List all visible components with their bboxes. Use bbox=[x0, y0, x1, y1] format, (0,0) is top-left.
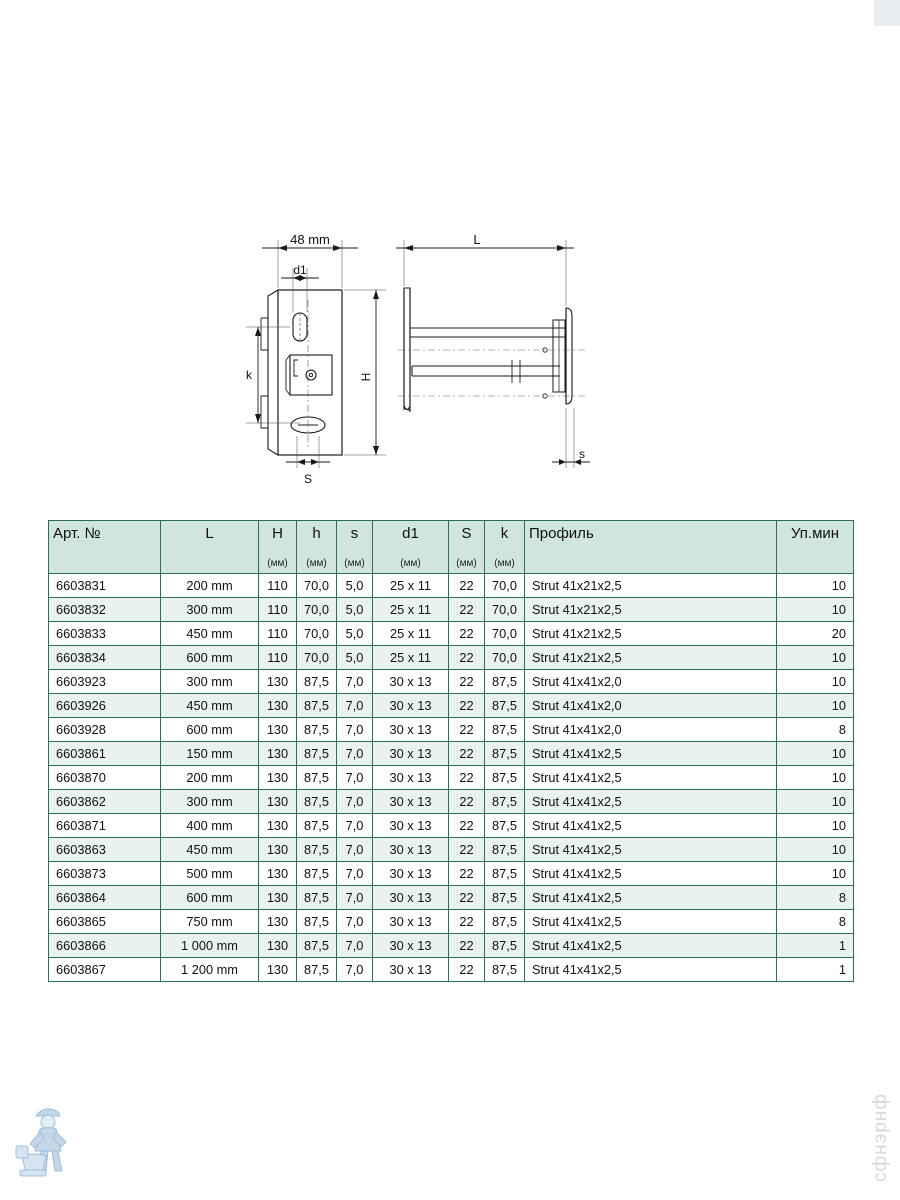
cell-profile: Strut 41x41x2,5 bbox=[525, 814, 777, 838]
cell-k: 70,0 bbox=[485, 646, 525, 670]
cell-S: 22 bbox=[449, 670, 485, 694]
cell-H: 130 bbox=[259, 766, 297, 790]
specification-table-wrapper bbox=[48, 520, 853, 982]
cell-pack: 10 bbox=[777, 838, 854, 862]
column-header-h-unit: (мм) bbox=[306, 558, 327, 569]
dim-label-d1: d1 bbox=[293, 263, 307, 277]
cell-d1: 25 x 11 bbox=[373, 622, 449, 646]
cell-pack: 8 bbox=[777, 910, 854, 934]
cell-d1: 25 x 11 bbox=[373, 574, 449, 598]
table-row[interactable] bbox=[49, 910, 854, 934]
cell-article: 6603834 bbox=[49, 646, 161, 670]
table-row[interactable] bbox=[49, 694, 854, 718]
dim-label-H: H bbox=[359, 372, 373, 382]
cell-pack: 8 bbox=[777, 718, 854, 742]
technical-drawing bbox=[0, 200, 900, 500]
cell-d1: 25 x 11 bbox=[373, 598, 449, 622]
column-header-h-label: h bbox=[312, 525, 321, 542]
column-header-S bbox=[449, 521, 485, 574]
cell-H: 130 bbox=[259, 910, 297, 934]
table-row[interactable] bbox=[49, 742, 854, 766]
column-header-S-label: S bbox=[461, 525, 472, 542]
corner-decoration-top-right bbox=[874, 0, 900, 26]
table-row[interactable] bbox=[49, 838, 854, 862]
cell-length: 150 mm bbox=[161, 742, 259, 766]
cell-length: 1 200 mm bbox=[161, 958, 259, 982]
cell-H: 110 bbox=[259, 646, 297, 670]
cell-k: 87,5 bbox=[485, 766, 525, 790]
cell-S: 22 bbox=[449, 742, 485, 766]
cell-pack: 1 bbox=[777, 934, 854, 958]
cell-k: 87,5 bbox=[485, 958, 525, 982]
cell-s: 7,0 bbox=[337, 886, 373, 910]
column-header-k-unit: (мм) bbox=[494, 558, 515, 569]
cell-d1: 30 x 13 bbox=[373, 694, 449, 718]
cell-H: 110 bbox=[259, 598, 297, 622]
cell-d1: 30 x 13 bbox=[373, 886, 449, 910]
cell-s: 7,0 bbox=[337, 862, 373, 886]
cell-pack: 20 bbox=[777, 622, 854, 646]
cell-H: 130 bbox=[259, 814, 297, 838]
cell-article: 6603871 bbox=[49, 814, 161, 838]
cell-article: 6603870 bbox=[49, 766, 161, 790]
cell-h: 87,5 bbox=[297, 670, 337, 694]
cell-length: 600 mm bbox=[161, 646, 259, 670]
cell-profile: Strut 41x41x2,0 bbox=[525, 670, 777, 694]
table-row[interactable] bbox=[49, 814, 854, 838]
cell-length: 300 mm bbox=[161, 790, 259, 814]
cell-H: 130 bbox=[259, 838, 297, 862]
column-header-length bbox=[161, 521, 259, 574]
cell-profile: Strut 41x41x2,5 bbox=[525, 742, 777, 766]
cell-k: 87,5 bbox=[485, 814, 525, 838]
cell-H: 130 bbox=[259, 670, 297, 694]
dim-label-width-top: 48 mm bbox=[290, 232, 330, 247]
cell-d1: 30 x 13 bbox=[373, 766, 449, 790]
cell-k: 87,5 bbox=[485, 862, 525, 886]
column-header-pack-label: Уп.мин bbox=[790, 525, 840, 542]
cell-d1: 30 x 13 bbox=[373, 958, 449, 982]
cell-S: 22 bbox=[449, 790, 485, 814]
cell-d1: 30 x 13 bbox=[373, 862, 449, 886]
cell-k: 87,5 bbox=[485, 694, 525, 718]
cell-profile: Strut 41x41x2,0 bbox=[525, 694, 777, 718]
cell-h: 70,0 bbox=[297, 622, 337, 646]
cell-length: 200 mm bbox=[161, 766, 259, 790]
cell-H: 110 bbox=[259, 574, 297, 598]
cell-article: 6603832 bbox=[49, 598, 161, 622]
cell-length: 450 mm bbox=[161, 694, 259, 718]
cell-profile: Strut 41x41x2,5 bbox=[525, 934, 777, 958]
cell-length: 750 mm bbox=[161, 910, 259, 934]
cell-H: 130 bbox=[259, 958, 297, 982]
table-row[interactable] bbox=[49, 622, 854, 646]
cell-h: 87,5 bbox=[297, 910, 337, 934]
column-header-pack bbox=[777, 521, 854, 574]
column-header-s-unit: (мм) bbox=[344, 558, 365, 569]
cell-k: 87,5 bbox=[485, 838, 525, 862]
cell-article: 6603923 bbox=[49, 670, 161, 694]
cell-s: 7,0 bbox=[337, 718, 373, 742]
cell-S: 22 bbox=[449, 694, 485, 718]
cell-profile: Strut 41x21x2,5 bbox=[525, 598, 777, 622]
cell-H: 130 bbox=[259, 862, 297, 886]
table-row[interactable] bbox=[49, 670, 854, 694]
column-header-article bbox=[49, 521, 161, 574]
cell-length: 1 000 mm bbox=[161, 934, 259, 958]
cell-h: 87,5 bbox=[297, 814, 337, 838]
cell-s: 7,0 bbox=[337, 670, 373, 694]
cell-h: 87,5 bbox=[297, 886, 337, 910]
column-header-d1-label: d1 bbox=[402, 525, 419, 542]
cell-k: 87,5 bbox=[485, 670, 525, 694]
column-header-H bbox=[259, 521, 297, 574]
column-header-length-label: L bbox=[205, 525, 214, 542]
cell-S: 22 bbox=[449, 934, 485, 958]
cell-length: 200 mm bbox=[161, 574, 259, 598]
cell-pack: 10 bbox=[777, 694, 854, 718]
cell-article: 6603865 bbox=[49, 910, 161, 934]
cell-d1: 25 x 11 bbox=[373, 646, 449, 670]
cell-H: 130 bbox=[259, 790, 297, 814]
cell-S: 22 bbox=[449, 646, 485, 670]
cell-s: 7,0 bbox=[337, 958, 373, 982]
cell-S: 22 bbox=[449, 886, 485, 910]
column-header-h bbox=[297, 521, 337, 574]
cell-h: 87,5 bbox=[297, 958, 337, 982]
dim-label-s: s bbox=[579, 447, 585, 461]
column-header-article-label: Арт. № bbox=[53, 525, 101, 542]
table-row[interactable] bbox=[49, 718, 854, 742]
plumber-mascot-watermark bbox=[14, 1100, 86, 1186]
column-header-H-label: H bbox=[272, 525, 283, 542]
column-header-s bbox=[337, 521, 373, 574]
cell-d1: 30 x 13 bbox=[373, 670, 449, 694]
cell-H: 130 bbox=[259, 886, 297, 910]
cell-pack: 10 bbox=[777, 598, 854, 622]
cell-s: 7,0 bbox=[337, 934, 373, 958]
cell-h: 87,5 bbox=[297, 934, 337, 958]
cell-h: 87,5 bbox=[297, 718, 337, 742]
cell-article: 6603862 bbox=[49, 790, 161, 814]
cell-k: 70,0 bbox=[485, 622, 525, 646]
cell-pack: 10 bbox=[777, 790, 854, 814]
cell-d1: 30 x 13 bbox=[373, 910, 449, 934]
column-header-k bbox=[485, 521, 525, 574]
cell-S: 22 bbox=[449, 598, 485, 622]
cell-S: 22 bbox=[449, 862, 485, 886]
cell-k: 87,5 bbox=[485, 742, 525, 766]
cell-k: 70,0 bbox=[485, 574, 525, 598]
cell-d1: 30 x 13 bbox=[373, 934, 449, 958]
table-body bbox=[49, 574, 854, 982]
cell-h: 87,5 bbox=[297, 838, 337, 862]
table-row[interactable] bbox=[49, 646, 854, 670]
cell-length: 400 mm bbox=[161, 814, 259, 838]
cell-article: 6603867 bbox=[49, 958, 161, 982]
cell-k: 87,5 bbox=[485, 934, 525, 958]
cell-article: 6603866 bbox=[49, 934, 161, 958]
cell-length: 300 mm bbox=[161, 598, 259, 622]
cell-s: 7,0 bbox=[337, 790, 373, 814]
cell-profile: Strut 41x21x2,5 bbox=[525, 574, 777, 598]
cell-s: 7,0 bbox=[337, 910, 373, 934]
watermark-text: сфнэрнф bbox=[870, 1092, 891, 1182]
cell-S: 22 bbox=[449, 718, 485, 742]
cell-s: 7,0 bbox=[337, 766, 373, 790]
cell-article: 6603873 bbox=[49, 862, 161, 886]
cell-k: 87,5 bbox=[485, 790, 525, 814]
cell-profile: Strut 41x41x2,5 bbox=[525, 910, 777, 934]
specification-table bbox=[48, 520, 854, 982]
cell-pack: 10 bbox=[777, 670, 854, 694]
cell-article: 6603926 bbox=[49, 694, 161, 718]
cell-H: 130 bbox=[259, 934, 297, 958]
cell-pack: 10 bbox=[777, 646, 854, 670]
cell-profile: Strut 41x41x2,5 bbox=[525, 766, 777, 790]
cell-pack: 10 bbox=[777, 814, 854, 838]
cell-profile: Strut 41x41x2,0 bbox=[525, 718, 777, 742]
cell-profile: Strut 41x21x2,5 bbox=[525, 622, 777, 646]
cell-s: 7,0 bbox=[337, 742, 373, 766]
cell-length: 600 mm bbox=[161, 718, 259, 742]
table-row[interactable] bbox=[49, 958, 854, 982]
cell-h: 70,0 bbox=[297, 598, 337, 622]
cell-H: 130 bbox=[259, 694, 297, 718]
cell-pack: 10 bbox=[777, 742, 854, 766]
cell-length: 300 mm bbox=[161, 670, 259, 694]
cell-article: 6603928 bbox=[49, 718, 161, 742]
cell-h: 70,0 bbox=[297, 574, 337, 598]
cell-s: 5,0 bbox=[337, 622, 373, 646]
cell-s: 7,0 bbox=[337, 838, 373, 862]
cell-h: 87,5 bbox=[297, 694, 337, 718]
cell-article: 6603861 bbox=[49, 742, 161, 766]
cell-k: 87,5 bbox=[485, 718, 525, 742]
cell-article: 6603833 bbox=[49, 622, 161, 646]
cell-d1: 30 x 13 bbox=[373, 718, 449, 742]
cell-h: 87,5 bbox=[297, 790, 337, 814]
cell-S: 22 bbox=[449, 814, 485, 838]
dim-label-S: S bbox=[303, 472, 313, 486]
cell-h: 87,5 bbox=[297, 862, 337, 886]
cell-length: 450 mm bbox=[161, 838, 259, 862]
cell-d1: 30 x 13 bbox=[373, 742, 449, 766]
column-header-d1-unit: (мм) bbox=[400, 558, 421, 569]
column-header-S-unit: (мм) bbox=[456, 558, 477, 569]
cell-S: 22 bbox=[449, 958, 485, 982]
cell-S: 22 bbox=[449, 766, 485, 790]
cell-h: 70,0 bbox=[297, 646, 337, 670]
table-row[interactable] bbox=[49, 862, 854, 886]
column-header-H-unit: (мм) bbox=[267, 558, 288, 569]
cell-article: 6603831 bbox=[49, 574, 161, 598]
cell-S: 22 bbox=[449, 910, 485, 934]
cell-s: 7,0 bbox=[337, 694, 373, 718]
column-header-s-label: s bbox=[350, 525, 359, 542]
column-header-profile-label: Профиль bbox=[529, 525, 594, 542]
cell-S: 22 bbox=[449, 838, 485, 862]
table-row[interactable] bbox=[49, 886, 854, 910]
cell-profile: Strut 41x41x2,5 bbox=[525, 886, 777, 910]
cell-profile: Strut 41x41x2,5 bbox=[525, 958, 777, 982]
cell-profile: Strut 41x21x2,5 bbox=[525, 646, 777, 670]
table-row[interactable] bbox=[49, 766, 854, 790]
cell-pack: 10 bbox=[777, 862, 854, 886]
cell-pack: 10 bbox=[777, 766, 854, 790]
cell-profile: Strut 41x41x2,5 bbox=[525, 838, 777, 862]
cell-pack: 8 bbox=[777, 886, 854, 910]
cell-H: 110 bbox=[259, 622, 297, 646]
cell-H: 130 bbox=[259, 718, 297, 742]
cell-k: 70,0 bbox=[485, 598, 525, 622]
cell-length: 500 mm bbox=[161, 862, 259, 886]
cell-d1: 30 x 13 bbox=[373, 790, 449, 814]
dim-label-k: k bbox=[246, 368, 252, 382]
column-header-d1 bbox=[373, 521, 449, 574]
cell-profile: Strut 41x41x2,5 bbox=[525, 862, 777, 886]
table-header-row bbox=[49, 521, 854, 574]
dim-label-L: L bbox=[473, 232, 481, 247]
cell-s: 5,0 bbox=[337, 646, 373, 670]
table-row[interactable] bbox=[49, 574, 854, 598]
cell-S: 22 bbox=[449, 622, 485, 646]
table-row[interactable] bbox=[49, 934, 854, 958]
cell-article: 6603863 bbox=[49, 838, 161, 862]
cell-length: 600 mm bbox=[161, 886, 259, 910]
cell-profile: Strut 41x41x2,5 bbox=[525, 790, 777, 814]
cell-H: 130 bbox=[259, 742, 297, 766]
table-header bbox=[49, 521, 854, 574]
cell-h: 87,5 bbox=[297, 766, 337, 790]
cell-d1: 30 x 13 bbox=[373, 838, 449, 862]
cell-length: 450 mm bbox=[161, 622, 259, 646]
cell-k: 87,5 bbox=[485, 910, 525, 934]
cell-s: 5,0 bbox=[337, 598, 373, 622]
cell-s: 7,0 bbox=[337, 814, 373, 838]
cell-k: 87,5 bbox=[485, 886, 525, 910]
cell-d1: 30 x 13 bbox=[373, 814, 449, 838]
column-header-k-label: k bbox=[500, 525, 509, 542]
cell-s: 5,0 bbox=[337, 574, 373, 598]
table-row[interactable] bbox=[49, 790, 854, 814]
cell-S: 22 bbox=[449, 574, 485, 598]
table-row[interactable] bbox=[49, 598, 854, 622]
cell-h: 87,5 bbox=[297, 742, 337, 766]
cell-pack: 10 bbox=[777, 574, 854, 598]
cell-article: 6603864 bbox=[49, 886, 161, 910]
column-header-profile bbox=[525, 521, 777, 574]
cell-pack: 1 bbox=[777, 958, 854, 982]
